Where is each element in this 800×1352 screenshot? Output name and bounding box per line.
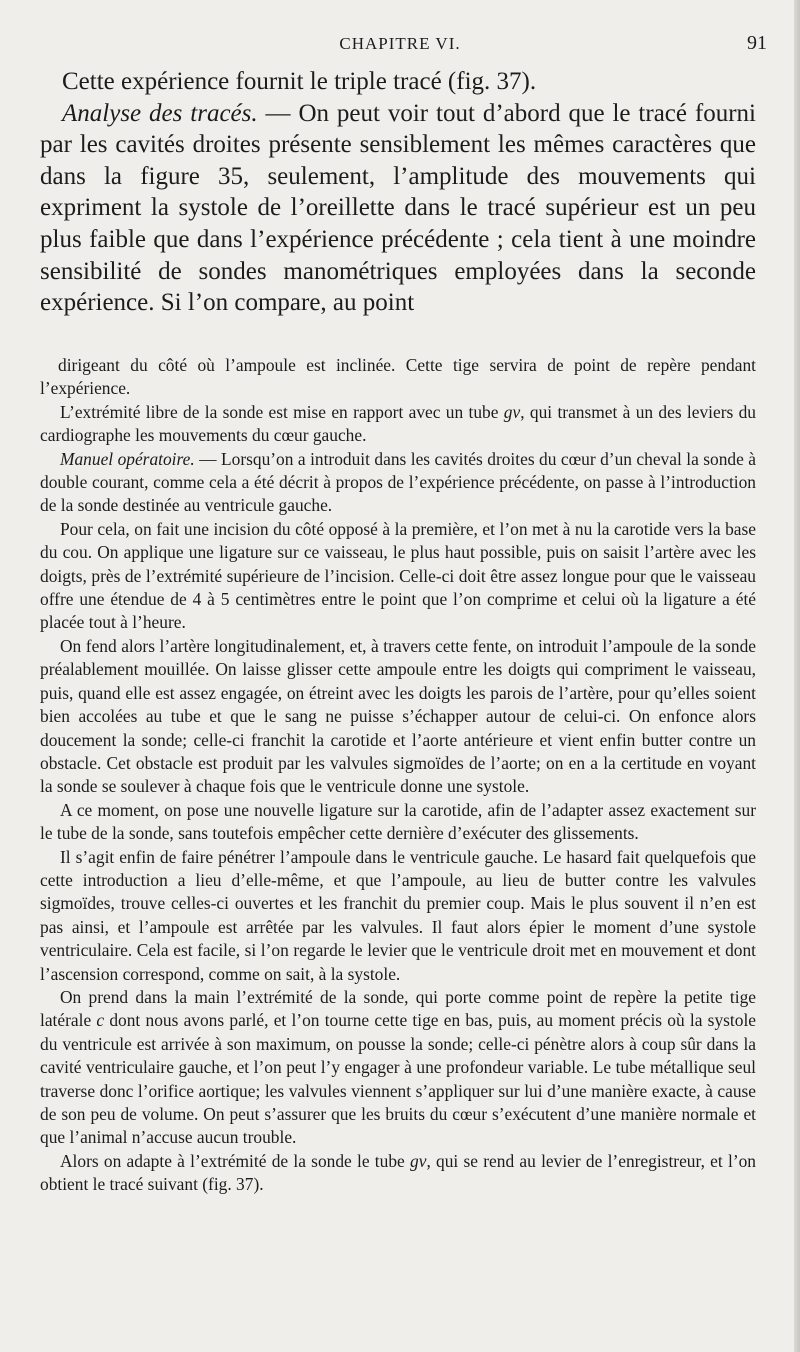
variable-c: c [96,1010,105,1031]
running-head: CHAPITRE VI. [339,34,461,53]
main-paragraph-1-text: Cette expérience fournit le triple tracé (fig. 37). [62,68,537,95]
small-paragraph-2 [40,401,756,448]
small-paragraph-2-text-b: , qui transmet à un des leviers du cardiographe les mouvements du cœur gauche. [40,401,756,446]
small-paragraph-8 [40,986,756,1150]
page-edge-shadow [794,0,800,1352]
small-paragraph-1: dirigeant du côté où l’ampoule est inclinée. Cette tige servira de point de repère pendant l’expérience. [40,355,756,399]
small-paragraph-9-text-b: , qui se rend au levier de l’enregistreur, et l’on obtient le tracé suivant (fig. 37). [40,1150,756,1195]
small-text-block [40,354,756,1197]
page-number: 91 [747,32,767,54]
small-paragraph-7: Il s’agit enfin de faire pénétrer l’ampoule dans le ventricule gauche. Le hasard fait quelquefois que cette introduction a lieu d’elle-même, et que l’ampoule, au lieu de butter contre les valvules sigmoïdes, trouve celles-ci ouvertes et les franchit du premier coup. Mais le plus souvent il n’en est pas ainsi, et l’ampoule est arrêtée par les valvules. Il faut alors épier le moment d’une systole ventriculaire. Cela est facile, si l’on regarde le levier que le ventricule droit met en mouvement et dont l’ascension correspond, comme on sait, à la systole. [40,846,756,984]
main-paragraph-1 [40,66,756,98]
main-paragraph-2 [40,98,756,319]
small-paragraph-8-text-b: dont nous avons parlé, et l’on tourne cette tige en bas, puis, au moment précis où la systole du ventricule est arrivée à son maximum, on pousse la sonde; celle-ci pénètre alors à coup sûr dans la cavité ventriculaire gauche, et l’on peut l’y engager à une profondeur variable. Le tube métallique seul traverse donc l’orifice aortique; les valvules viennent s’appliquer sur lui d’une manière exacte, à cause de son peu de volume. On peut s’assurer que les bruits du cœur s’exécutent d’une manière normale et que l’animal n’accuse aucun trouble. [40,1010,756,1148]
small-paragraph-5: On fend alors l’artère longitudinalement, et, à travers cette fente, on introduit l’ampoule de la sonde préalablement mouillée. On laisse glisser cette ampoule entre les doigts qui compriment le vaisseau, puis, quand elle est assez engagée, on étreint avec les doigts les parois de l’artère, pour qu’elles soient bien accolées au tube et que le sang ne puisse s’échapper autour de celui-ci. On enfonce alors doucement la sonde; celle-ci franchit la carotide et l’aorte antérieure et vient enfin butter contre un obstacle. Cet obstacle est produit par les valvules sigmoïdes de l’aorte; on en a la certitude en voyant la sonde se soulever à chaque fois que le ventricule donne une systole. [40,635,756,797]
small-paragraph-3-text: — Lorsqu’on a introduit dans les cavités droites du cœur d’un cheval la sonde à double courant, comme cela a été décrit à propos de l’expérience précédente, on passe à l’introduction de la sonde destinée au ventricule gauche. [40,448,756,516]
page-header [0,32,800,58]
variable-gv-2: gv [410,1150,427,1171]
section-heading-manuel: Manuel opératoire. [60,448,195,469]
small-paragraph-9 [40,1150,756,1197]
small-paragraph-4: Pour cela, on fait une incision du côté opposé à la première, et l’on met à nu la carotide vers la base du cou. On applique une ligature sur ce vaisseau, le plus haut possible, puis on saisit l’artère avec les doigts, près de l’extrémité supérieure de l’incision. Celle-ci doit être assez longue pour que le vaisseau offre une étendue de 4 à 5 centimètres entre le point que l’on comprime et celui où la ligature a été placée tout à l’heure. [40,518,756,633]
small-paragraph-6: A ce moment, on pose une nouvelle ligature sur la carotide, afin de l’adapter assez exactement sur le tube de la sonde, sans toutefois empêcher cette dernière d’exécuter des glissements. [40,799,756,844]
small-paragraph-9-text-a: Alors on adapte à l’extrémité de la sonde le tube [60,1150,411,1171]
main-paragraph-2-text: — On peut voir tout d’abord que le tracé fourni par les cavités droites présente sensiblement les mêmes caractères que dans la figure 35, seulement, l’amplitude des mouvements qui expriment la systole de l’oreillette dans le tracé supérieur est un peu plus faible que dans l’expérience précédente ; cela tient à une moindre sensibilité de sondes manométriques employées dans la seconde expérience. Si l’on compare, au point [40,99,756,317]
small-paragraph-3 [40,448,756,518]
variable-gv: gv [503,401,521,422]
section-heading-analyse: Analyse des tracés. [62,99,258,127]
small-paragraph-8-text-a: On prend dans la main l’extrémité de la sonde, qui porte comme point de repère la petite tige latérale [40,986,756,1031]
main-text-block [40,66,756,319]
small-paragraph-2-text-a: L’extrémité libre de la sonde est mise en rapport avec un tube [60,401,504,422]
